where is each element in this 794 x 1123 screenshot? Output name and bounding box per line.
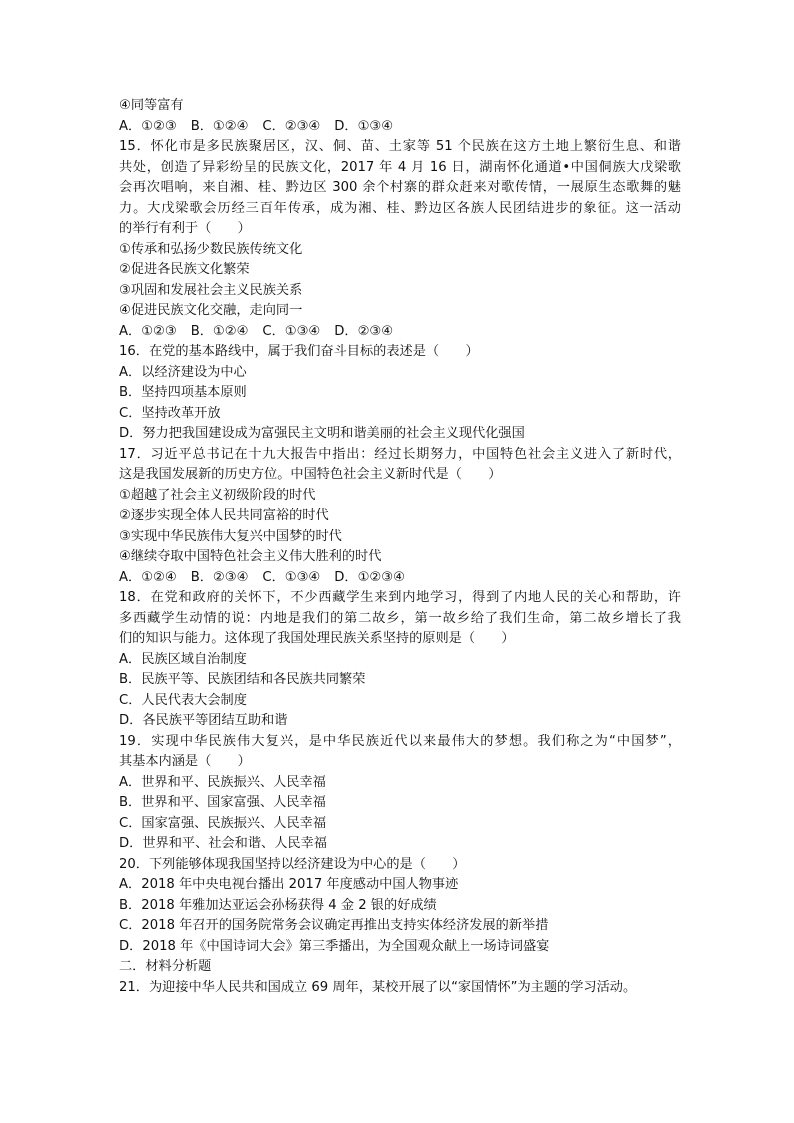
q15-stem-line: 的举行有利于（ ） bbox=[119, 221, 251, 236]
q15-item-2: ②促进各民族文化繁荣 bbox=[119, 262, 250, 277]
q18-option-b: B．民族平等、民族团结和各民族共同繁荣 bbox=[119, 672, 366, 687]
q20-option-d: D．2018 年《中国诗词大会》第三季播出，为全国观众献上一场诗词盛宴 bbox=[119, 938, 550, 954]
q16-option-d: D．努力把我国建设成为富强民主文明和谐美丽的社会主义现代化强国 bbox=[119, 426, 525, 441]
q19-stem bbox=[119, 732, 681, 773]
q16-option-c: C．坚持改革开放 bbox=[119, 405, 221, 421]
q14-option-b: B．①②④ bbox=[190, 118, 249, 134]
q17-item-3: ③实现中华民族伟大复兴中国梦的时代 bbox=[119, 528, 342, 544]
q17-stem-line: 17．习近平总书记在十九大报告中指出：经过长期努力，中国特色社会主义进入了新时代， bbox=[119, 446, 681, 462]
q17-option-d: D．①②③④ bbox=[334, 569, 405, 585]
q15-stem-line: 共处，创造了异彩纷呈的民族文化，2017 年 4 月 16 日，湖南怀化通道•中国侗族大戊梁歌 bbox=[119, 159, 681, 175]
q19-option-b: B．世界和平、国家富强、人民幸福 bbox=[119, 795, 326, 810]
q19-option-c: C．国家富强、民族振兴、人民幸福 bbox=[119, 815, 327, 831]
q20-stem: 20．下列能够体现我国坚持以经济建设为中心的是（ ） bbox=[119, 856, 466, 872]
q15-stem-line: 力。大戊梁歌会历经三百年传承，成为湘、桂、黔边区各族人民团结进步的象征。这一活动 bbox=[119, 200, 681, 216]
q20-option-a: A．2018 年中央电视台播出 2017 年度感动中国人物事迹 bbox=[119, 877, 459, 892]
q15-item-1: ①传承和弘扬少数民族传统文化 bbox=[119, 241, 303, 257]
q16-stem: 16．在党的基本路线中，属于我们奋斗目标的表述是（ ） bbox=[119, 344, 479, 359]
q15-options bbox=[119, 322, 681, 343]
q17-options bbox=[119, 568, 681, 589]
q18-option-c: C．人民代表大会制度 bbox=[119, 692, 247, 708]
exam-page bbox=[119, 96, 681, 998]
q18-option-d: D．各民族平等团结互助和谐 bbox=[119, 713, 288, 728]
q16-option-b: B．坚持四项基本原则 bbox=[119, 385, 247, 400]
q17-item-4: ④继续夺取中国特色社会主义伟大胜利的时代 bbox=[119, 549, 382, 564]
q17-stem bbox=[119, 445, 681, 486]
q18-stem-line: 18．在党和政府的关怀下，不少西藏学生来到内地学习，得到了内地人民的关心和帮助，许 bbox=[119, 590, 681, 605]
section-2-title: 二．材料分析题 bbox=[119, 959, 212, 974]
q18-stem-line: 们的知识与能力。这体现了我国处理民族关系坚持的原则是（ ） bbox=[119, 631, 515, 646]
q17-option-b: B．②③④ bbox=[190, 569, 249, 585]
q19-option-a: A．世界和平、民族振兴、人民幸福 bbox=[119, 774, 326, 790]
q20-option-b: B．2018 年雅加达亚运会孙杨获得 4 金 2 银的好成绩 bbox=[119, 897, 437, 913]
q14-option-d: D．①③④ bbox=[334, 118, 394, 134]
q19-stem-line: 19．实现中华民族伟大复兴，是中华民族近代以来最伟大的梦想。我们称之为“中国梦”， bbox=[119, 733, 681, 749]
q18-stem bbox=[119, 588, 681, 650]
q18-option-a: A．民族区域自治制度 bbox=[119, 651, 247, 667]
q19-stem-line: 其基本内涵是（ ） bbox=[119, 754, 251, 769]
q15-option-b: B．①②④ bbox=[190, 323, 249, 339]
q15-stem-line: 15．怀化市是多民族聚居区，汉、侗、苗、土家等 51 个民族在这方土地上繁衍生息、和谐 bbox=[119, 139, 681, 154]
q18-stem-line: 多西藏学生动情的说：内地是我们的第二故乡，第一故乡给了我们生命，第二故乡增长了我 bbox=[119, 610, 681, 626]
q20-option-c: C．2018 年召开的国务院常务会议确定再推出支持实体经济发展的新举措 bbox=[119, 918, 549, 933]
q16-option-a: A．以经济建设为中心 bbox=[119, 364, 247, 380]
q21-stem: 21．为迎接中华人民共和国成立 69 周年，某校开展了以“家国情怀”为主题的学习活动。 bbox=[119, 979, 637, 995]
q17-option-a: A．①②④ bbox=[119, 569, 177, 585]
q17-option-c: C．①③④ bbox=[262, 569, 321, 585]
q15-stem bbox=[119, 137, 681, 240]
q17-item-2: ②逐步实现全体人民共同富裕的时代 bbox=[119, 508, 329, 523]
q14-options bbox=[119, 117, 681, 138]
q17-item-1: ①超越了社会主义初级阶段的时代 bbox=[119, 487, 316, 503]
q15-option-d: D．②③④ bbox=[334, 323, 394, 339]
q15-stem-line: 会再次唱响，来自湘、桂、黔边区 300 余个村寨的群众赶来对歌传情，一展原生态歌舞的魅 bbox=[119, 180, 681, 195]
q14-option-c: C．②③④ bbox=[262, 118, 321, 134]
q14-option-a: A．①②③ bbox=[119, 118, 177, 134]
q14-item-4: ④同等富有 bbox=[119, 98, 184, 113]
q15-option-c: C．①③④ bbox=[262, 323, 321, 339]
q15-item-4: ④促进民族文化交融，走向同一 bbox=[119, 303, 303, 318]
q15-item-3: ③巩固和发展社会主义民族关系 bbox=[119, 282, 303, 298]
q15-option-a: A．①②③ bbox=[119, 323, 177, 339]
q19-option-d: D．世界和平、社会和谐、人民幸福 bbox=[119, 836, 327, 851]
q17-stem-line: 这是我国发展新的历史方位。中国特色社会主义新时代是（ ） bbox=[119, 467, 502, 482]
